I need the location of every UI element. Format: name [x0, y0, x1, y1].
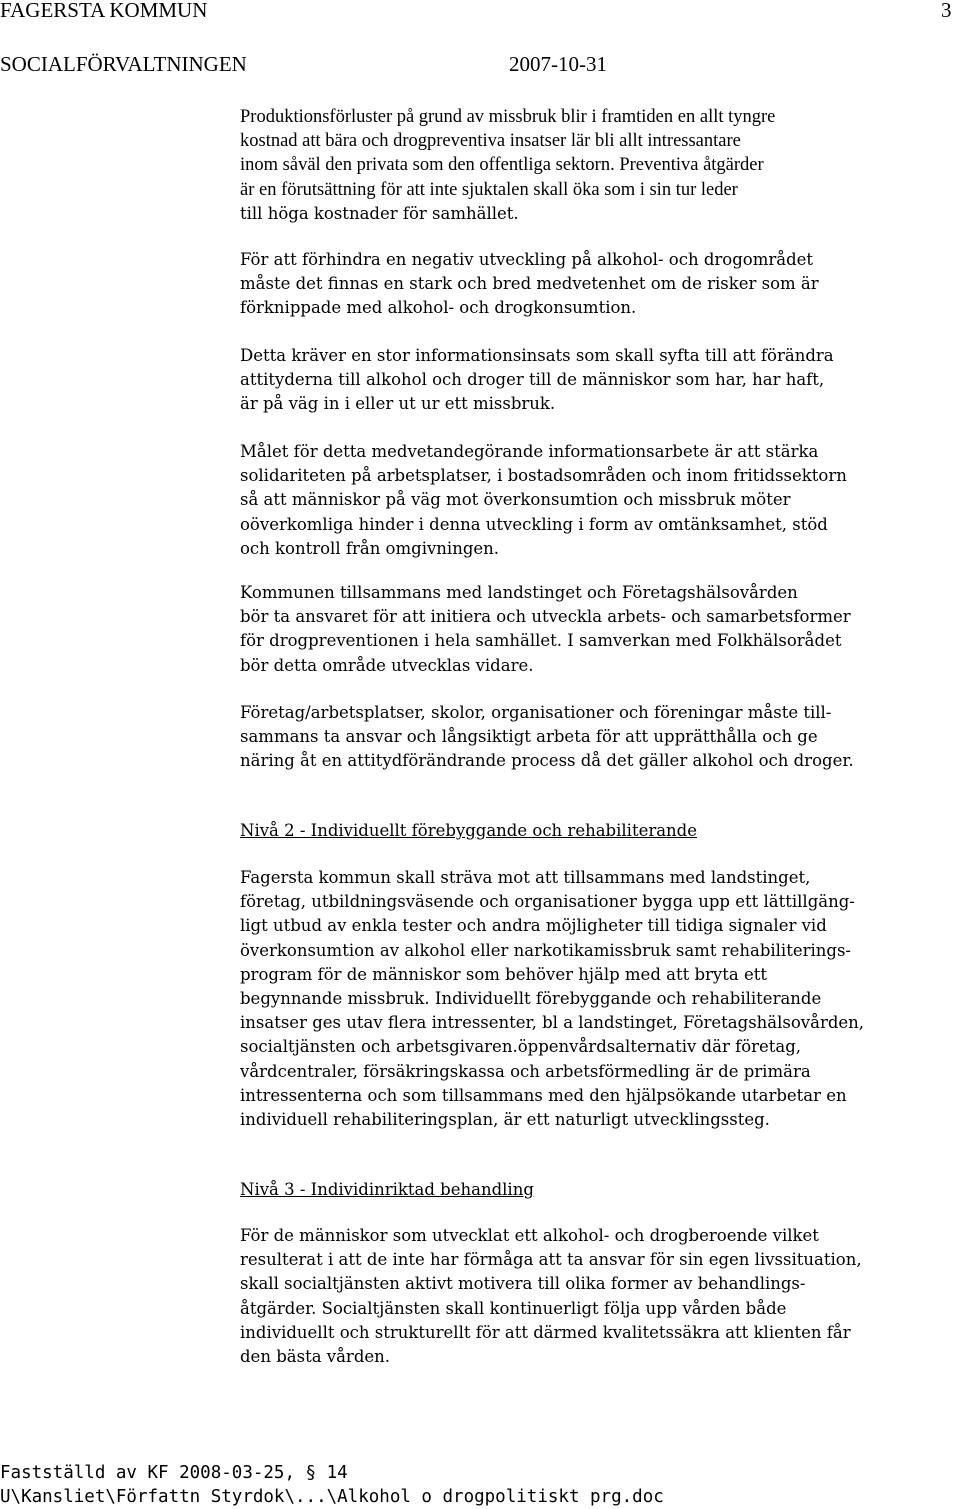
paragraph-level-3 [240, 1224, 862, 1369]
text-line: åtgärder. Socialtjänsten skall kontinuerligt följa upp vården både [240, 1298, 787, 1318]
footer-file-path: U\Kansliet\Författn Styrdok\...\Alkohol o drogpolitiskt prg.doc [0, 1487, 664, 1507]
paragraph-level-2 [240, 866, 864, 1132]
text-line: skall socialtjänsten aktivt motivera till olika former av behandlings- [240, 1274, 806, 1294]
paragraph-information-effort [240, 344, 834, 417]
paragraph-goal [240, 440, 847, 561]
text-line: socialtjänsten och arbetsgivaren.öppenvårdsalternativ där företag, [240, 1037, 802, 1057]
text-line: insatser ges utav flera intressenter, bl a landstinget, Företagshälsovården, [240, 1013, 865, 1033]
text-line: Företag/arbetsplatser, skolor, organisationer och föreningar måste till- [240, 703, 832, 722]
text-line: Fagersta kommun skall sträva mot att tillsammans med landstinget, [240, 868, 811, 887]
organization-name: FAGERSTA KOMMUN [0, 0, 208, 22]
text-line: näring åt en attitydförändrande process då det gäller alkohol och droger. [240, 751, 854, 771]
section-heading-level-2: Nivå 2 - Individuellt förebyggande och rehabiliterande [240, 821, 698, 840]
text-line: företag, utbildningsväsende och organisationer bygga upp ett lättillgäng- [240, 892, 855, 912]
text-line: och kontroll från omgivningen. [240, 538, 500, 558]
text-line: Produktionsförluster på grund av missbruk blir i framtiden en allt tyngre [240, 107, 776, 127]
text-line: resulterat i att de inte har förmåga att ta ansvar för sin egen livssituation, [240, 1250, 862, 1270]
text-line: attityderna till alkohol och droger till de människor som har, har haft, [240, 370, 825, 390]
text-line: måste det finnas en stark och bred medvetenhet om de risker som är [240, 274, 819, 294]
text-line: begynnande missbruk. Individuellt förebyggande och rehabiliterande [240, 989, 822, 1009]
text-line: oöverkomliga hinder i denna utveckling i form av omtänksamhet, stöd [240, 514, 828, 534]
document-date: 2007-10-31 [509, 52, 607, 76]
text-line: För att förhindra en negativ utveckling på alkohol- och drogområdet [240, 250, 814, 269]
text-line: så att människor på väg mot överkonsumtion och missbruk möter [240, 490, 791, 510]
department-name: SOCIALFÖRVALTNINGEN [0, 52, 247, 76]
paragraph-productivity [240, 105, 775, 226]
text-line: inom såväl den privata som den offentliga sektorn. Preventiva åtgärder [240, 155, 764, 176]
text-line: Kommunen tillsammans med landstinget och Företagshälsovården [240, 583, 798, 602]
paragraph-responsibility [240, 581, 851, 678]
text-line: Målet för detta medvetandegörande informationsarbete är att stärka [240, 442, 819, 461]
text-line: förknippade med alkohol- och drogkonsumtion. [240, 298, 637, 318]
text-line: sammans ta ansvar och långsiktigt arbeta för att upprätthålla och ge [240, 727, 818, 747]
paragraph-awareness [240, 248, 819, 321]
text-line: den bästa vården. [240, 1347, 391, 1367]
page-number: 3 [941, 0, 952, 22]
text-line: ligt utbud av enkla tester och andra möjligheter till tidiga signaler vid [240, 916, 827, 936]
text-line: till höga kostnader för samhället. [240, 203, 519, 223]
text-line: bör detta område utvecklas vidare. [240, 655, 534, 675]
text-line: intressenterna och som tillsammans med den hjälpsökande utarbetar en [240, 1085, 847, 1105]
text-line: vårdcentraler, försäkringskassa och arbetsförmedling är de primära [240, 1061, 811, 1081]
footer-adoption-note: Fastställd av KF 2008-03-25, § 14 [0, 1463, 348, 1483]
text-line: solidariteten på arbetsplatser, i bostadsområden och inom fritidssektorn [240, 466, 847, 486]
text-line: för drogpreventionen i hela samhället. I samverkan med Folkhälsorådet [240, 631, 842, 651]
text-line: är en förutsättning för att inte sjuktalen skall öka som i sin tur leder [240, 179, 738, 200]
text-line: Detta kräver en stor informationsinsats som skall syfta till att förändra [240, 346, 834, 365]
text-line: överkonsumtion av alkohol eller narkotikamissbruk samt rehabiliterings- [240, 940, 851, 960]
text-line: individuellt och strukturellt för att därmed kvalitetssäkra att klienten får [240, 1322, 851, 1342]
text-line: individuell rehabiliteringsplan, är ett naturligt utvecklingssteg. [240, 1110, 770, 1130]
text-line: För de människor som utvecklat ett alkohol- och drogberoende vilket [240, 1226, 819, 1245]
text-line: är på väg in i eller ut ur ett missbruk. [240, 394, 556, 414]
section-heading-level-3: Nivå 3 - Individinriktad behandling [240, 1180, 534, 1199]
text-line: bör ta ansvaret för att initiera och utveckla arbets- och samarbetsformer [240, 607, 851, 627]
text-line: kostnad att bära och drogpreventiva insatser lär bli allt intressantare [240, 131, 741, 152]
paragraph-workplaces [240, 701, 854, 774]
text-line: program för de människor som behöver hjälp med att bryta ett [240, 964, 767, 984]
